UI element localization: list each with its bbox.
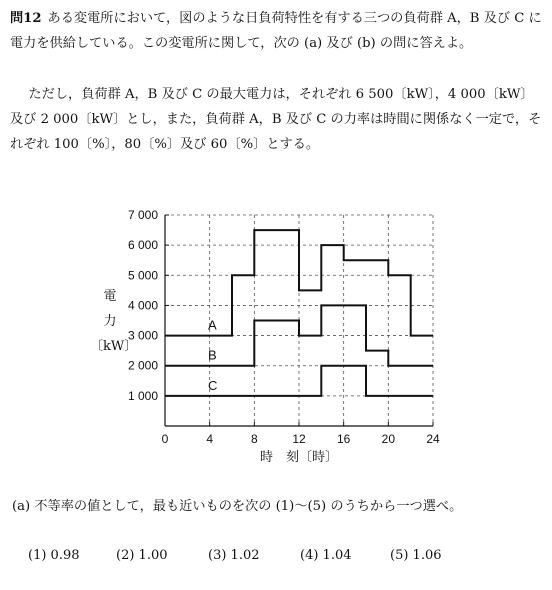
- choice-1[interactable]: (1) 0.98: [28, 548, 80, 563]
- x-tick-label: 4: [206, 432, 214, 446]
- y-tick-label: 3 000: [127, 328, 158, 343]
- x-tick-label: 24: [426, 432, 440, 446]
- x-tick-label: 8: [250, 432, 258, 446]
- x-tick-label: 0: [161, 432, 169, 446]
- y-tick-label: 6 000: [127, 238, 158, 253]
- y-tick-label: 7 000: [127, 208, 158, 222]
- question-intro-text: ある変電所において，図のような日負荷特性を有する三つの負荷群 A，B 及び C に電力を供給している。この変電所に関して，次の (a) 及び (b) の問に答えよ。: [10, 11, 542, 51]
- y-axis-label-line: 〔kW〕: [90, 339, 138, 354]
- question-number: 問12: [10, 11, 42, 26]
- sub-question-a: (a) 不等率の値として，最も近いものを次の (1)～(5) のうちから一つ選べ。: [12, 499, 463, 514]
- choice-2[interactable]: (2) 1.00: [116, 548, 168, 563]
- y-tick-label: 5 000: [127, 268, 158, 283]
- y-axis-label-line: 力: [103, 314, 117, 329]
- series-label-c: C: [207, 377, 218, 393]
- y-axis-label-line: 電: [103, 289, 117, 304]
- series-label-a: A: [207, 317, 217, 333]
- y-tick-label: 2 000: [127, 358, 158, 373]
- y-axis-label: [90, 284, 138, 359]
- x-axis-label: 時 刻〔時〕: [260, 450, 339, 465]
- y-tick-label: 1 000: [127, 388, 158, 403]
- x-tick-label: 20: [381, 432, 396, 446]
- y-tick-label: 4 000: [127, 298, 158, 313]
- choice-5[interactable]: (5) 1.06: [390, 548, 442, 563]
- choice-4[interactable]: (4) 1.04: [300, 548, 352, 563]
- choice-3[interactable]: (3) 1.02: [208, 548, 260, 563]
- series-label-b: B: [207, 347, 217, 363]
- load-chart: [0, 198, 552, 468]
- question-condition: ただし，負荷群 A，B 及び C の最大電力は，それぞれ 6 500〔kW〕，4 000〔kW〕及び 2 000〔kW〕とし，また，負荷群 A，B 及び C の力率は時間に関係なく一定で，それぞれ 100〔%〕，80〔%〕及び 60〔%〕とする。: [10, 87, 542, 152]
- question-intro: [10, 6, 542, 56]
- x-tick-label: 12: [292, 432, 306, 446]
- x-tick-label: 16: [336, 432, 351, 446]
